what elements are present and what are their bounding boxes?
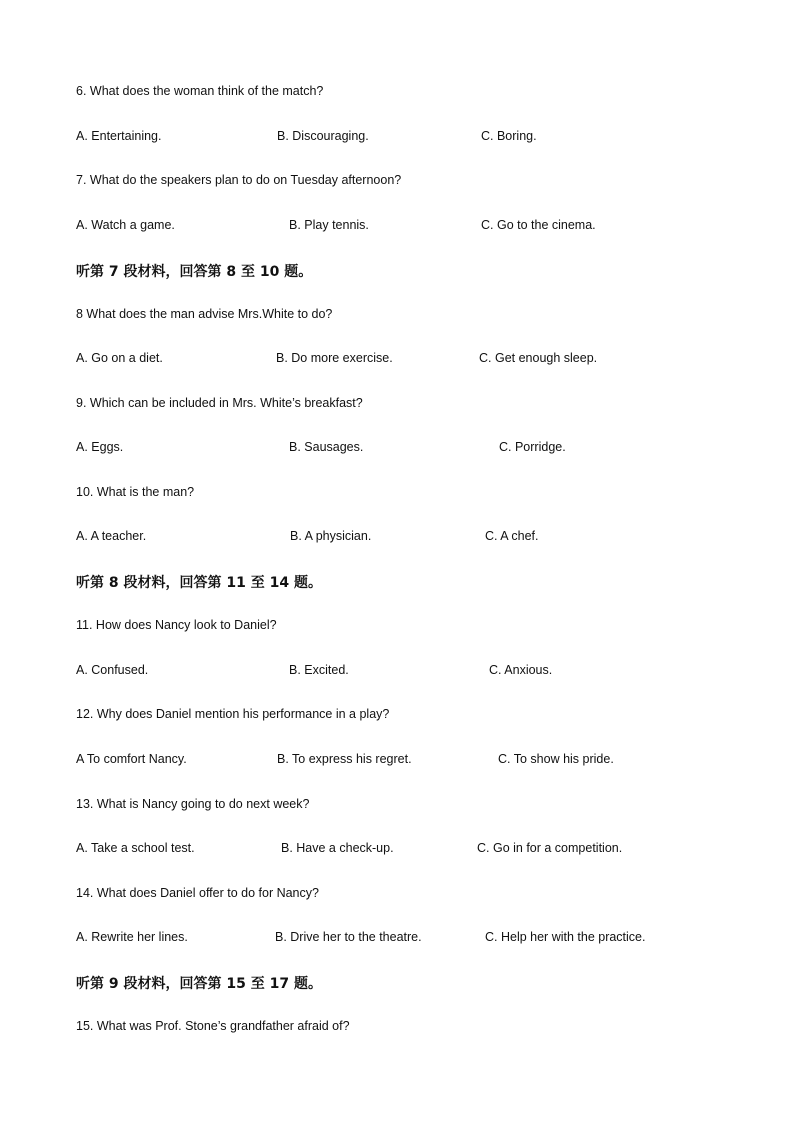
q11-option-a: A. Confused. bbox=[76, 663, 149, 677]
question-12: 12. Why does Daniel mention his performance in a play? bbox=[76, 707, 390, 721]
q7-option-b: B. Play tennis. bbox=[289, 218, 369, 232]
q10-option-b: B. A physician. bbox=[290, 529, 372, 543]
question-10: 10. What is the man? bbox=[76, 485, 195, 499]
question-6: 6. What does the woman think of the match? bbox=[76, 84, 324, 98]
q14-option-a: A. Rewrite her lines. bbox=[76, 930, 188, 944]
q8-option-a: A. Go on a diet. bbox=[76, 351, 163, 365]
q13-option-b: B. Have a check-up. bbox=[281, 841, 394, 855]
q9-option-c: C. Porridge. bbox=[499, 440, 566, 454]
question-7: 7. What do the speakers plan to do on Tuesday afternoon? bbox=[76, 173, 402, 187]
q10-option-c: C. A chef. bbox=[485, 529, 539, 543]
question-11: 11. How does Nancy look to Daniel? bbox=[76, 618, 277, 632]
q14-option-b: B. Drive her to the theatre. bbox=[275, 930, 422, 944]
q11-option-c: C. Anxious. bbox=[489, 663, 553, 677]
question-9: 9. Which can be included in Mrs. White’s breakfast? bbox=[76, 396, 363, 410]
q7-option-a: A. Watch a game. bbox=[76, 218, 175, 232]
question-15: 15. What was Prof. Stone’s grandfather afraid of? bbox=[76, 1019, 350, 1033]
section-heading-9: 听第 9 段材料，回答第 15 至 17 题。 bbox=[76, 976, 322, 992]
q6-option-b: B. Discouraging. bbox=[277, 129, 369, 143]
q13-option-c: C. Go in for a competition. bbox=[477, 841, 623, 855]
question-13: 13. What is Nancy going to do next week? bbox=[76, 797, 310, 811]
q11-option-b: B. Excited. bbox=[289, 663, 349, 677]
question-8: 8 What does the man advise Mrs.White to do? bbox=[76, 307, 333, 321]
q7-option-c: C. Go to the cinema. bbox=[481, 218, 596, 232]
q12-option-c: C. To show his pride. bbox=[498, 752, 614, 766]
question-14: 14. What does Daniel offer to do for Nancy? bbox=[76, 886, 319, 900]
section-heading-7: 听第 7 段材料，回答第 8 至 10 题。 bbox=[76, 264, 313, 280]
q8-option-b: B. Do more exercise. bbox=[276, 351, 393, 365]
q9-option-b: B. Sausages. bbox=[289, 440, 364, 454]
q10-option-a: A. A teacher. bbox=[76, 529, 147, 543]
q13-option-a: A. Take a school test. bbox=[76, 841, 195, 855]
q12-option-a: A To comfort Nancy. bbox=[76, 752, 187, 766]
q9-option-a: A. Eggs. bbox=[76, 440, 124, 454]
q14-option-c: C. Help her with the practice. bbox=[485, 930, 646, 944]
q6-option-c: C. Boring. bbox=[481, 129, 537, 143]
q12-option-b: B. To express his regret. bbox=[277, 752, 412, 766]
section-heading-8: 听第 8 段材料，回答第 11 至 14 题。 bbox=[76, 575, 322, 591]
q8-option-c: C. Get enough sleep. bbox=[479, 351, 598, 365]
q6-option-a: A. Entertaining. bbox=[76, 129, 162, 143]
